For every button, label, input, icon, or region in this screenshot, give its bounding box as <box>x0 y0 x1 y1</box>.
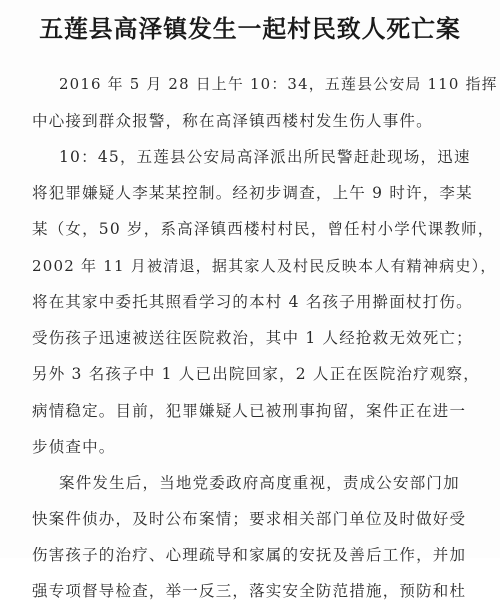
body-line: 某（女，50 岁，系高泽镇西楼村村民，曾任村小学代课教师， <box>32 220 495 238</box>
body-line: 2002 年 11 月被清退，据其家人及村民反映本人有精神病史）， <box>32 257 497 275</box>
body-line: 案件发生后，当地党委政府高度重视，责成公安部门加 <box>59 474 460 492</box>
body-line: 快案件侦办，及时公布案情；要求相关部门单位及时做好受 <box>32 510 467 528</box>
body-line: 将在其家中委托其照看学习的本村 4 名孩子用擀面杖打伤。 <box>32 293 473 311</box>
body-line: 步侦查中。 <box>32 438 116 456</box>
body-line: 10：45，五莲县公安局高泽派出所民警赶赴现场，迅速 <box>59 148 471 166</box>
body-line: 2016 年 5 月 28 日上午 10：34，五莲县公安局 110 指挥 <box>59 75 498 93</box>
body-line: 强专项督导检查，举一反三，落实安全防范措施，预防和杜 <box>32 582 467 600</box>
body-line: 中心接到群众报警，称在高泽镇西楼村发生伤人事件。 <box>32 112 433 130</box>
body-line: 伤害孩子的治疗、心理疏导和家属的安抚及善后工作，并加 <box>32 546 467 564</box>
page-title: 五莲县高泽镇发生一起村民致人死亡案 <box>39 15 461 43</box>
body-line: 病情稳定。目前，犯罪嫌疑人已被刑事拘留，案件正在进一 <box>32 402 467 420</box>
body-line: 另外 3 名孩子中 1 人已出院回家，2 人正在医院治疗观察， <box>32 365 480 383</box>
body-line: 受伤孩子迅速被送往医院救治，其中 1 人经抢救无效死亡； <box>32 329 473 347</box>
body-line: 将犯罪嫌疑人李某某控制。经初步调查，上午 9 时许，李某 <box>32 184 473 202</box>
